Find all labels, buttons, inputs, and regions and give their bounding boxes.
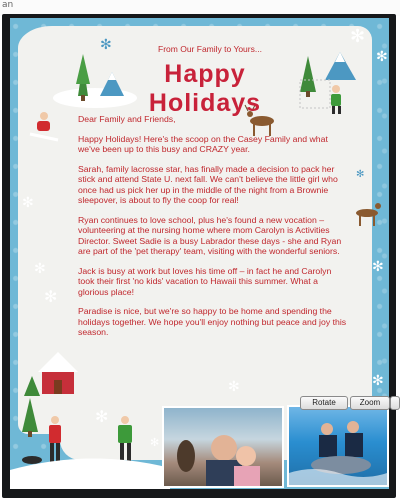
letter-paragraph: Jack is busy at work but loves his time off – in fact he and Carolyn took their first 'no kids' vacation to Hawaii this summer. What a glorious place!: [78, 265, 332, 297]
letter-greeting: Dear Family and Friends,: [78, 114, 176, 124]
card-title: Happy Holidays: [148, 60, 262, 117]
tree-icon: [22, 398, 38, 437]
snowflake-icon: ✻: [372, 259, 384, 275]
snowflake-icon: ✻: [150, 436, 160, 449]
letter-body: [78, 114, 350, 347]
card-subtitle: From Our Family to Yours...: [158, 44, 262, 54]
snowflake-icon: ✻: [22, 195, 34, 211]
family-photo: [162, 406, 284, 488]
snowflake-icon: ✻: [44, 287, 58, 306]
letter-paragraph: Ryan continues to love school, plus he's found a new vocation – volunteering at the nursing home where mom Carolyn is Activities Director. Sweet Sadie is a busy Labrador these days - she and Ryan are part of the 'pet therapy' team, visiting with the wonderful seniors.: [78, 214, 342, 256]
snowflake-icon: ✻: [376, 49, 388, 65]
snowflake-icon: ✻: [95, 407, 109, 426]
zoom-slider-handle[interactable]: [390, 396, 400, 410]
dolphin-photo: [287, 405, 389, 487]
snowflake-icon: ✻: [372, 373, 384, 389]
letter-paragraph: Happy Holidays! Here's the scoop on the Casey Family and what we've been up to this busy and CRAZY year.: [78, 133, 328, 154]
skater-icon: [331, 85, 341, 114]
snowflake-icon: ✻: [34, 261, 46, 277]
snowflake-icon: ✻: [100, 37, 112, 53]
snowflake-icon: ✻: [228, 379, 240, 395]
zoom-button[interactable]: Zoom: [350, 396, 390, 410]
family-photo-figure: [164, 408, 282, 486]
snowflake-icon: ✻: [350, 26, 366, 47]
corner-label: an: [2, 0, 14, 10]
sledder-icon: [30, 112, 58, 140]
letter-paragraph: Sarah, family lacrosse star, has finally made a decision to pack her stick and attend State U. next fall. We can't believe the little girl who once had us pick her up in the middle of the night from a Brownie sleepover, is about to fly the coop for real!: [78, 163, 338, 205]
dolphin-photo-figure: [289, 407, 387, 485]
letter-paragraph: Paradise is nice, but we're so happy to be home and spending the holidays together. We hope you'll enjoy nothing but peace and joy this season.: [78, 306, 347, 337]
snowflake-icon: ✻: [356, 169, 365, 180]
deer-right-icon: [356, 203, 381, 226]
kids-icon: [22, 416, 132, 464]
rotate-button[interactable]: Rotate: [300, 396, 348, 410]
image-toolbar: [300, 396, 400, 409]
house-icon: [24, 352, 78, 396]
top-right-scene-icon: [300, 52, 356, 108]
